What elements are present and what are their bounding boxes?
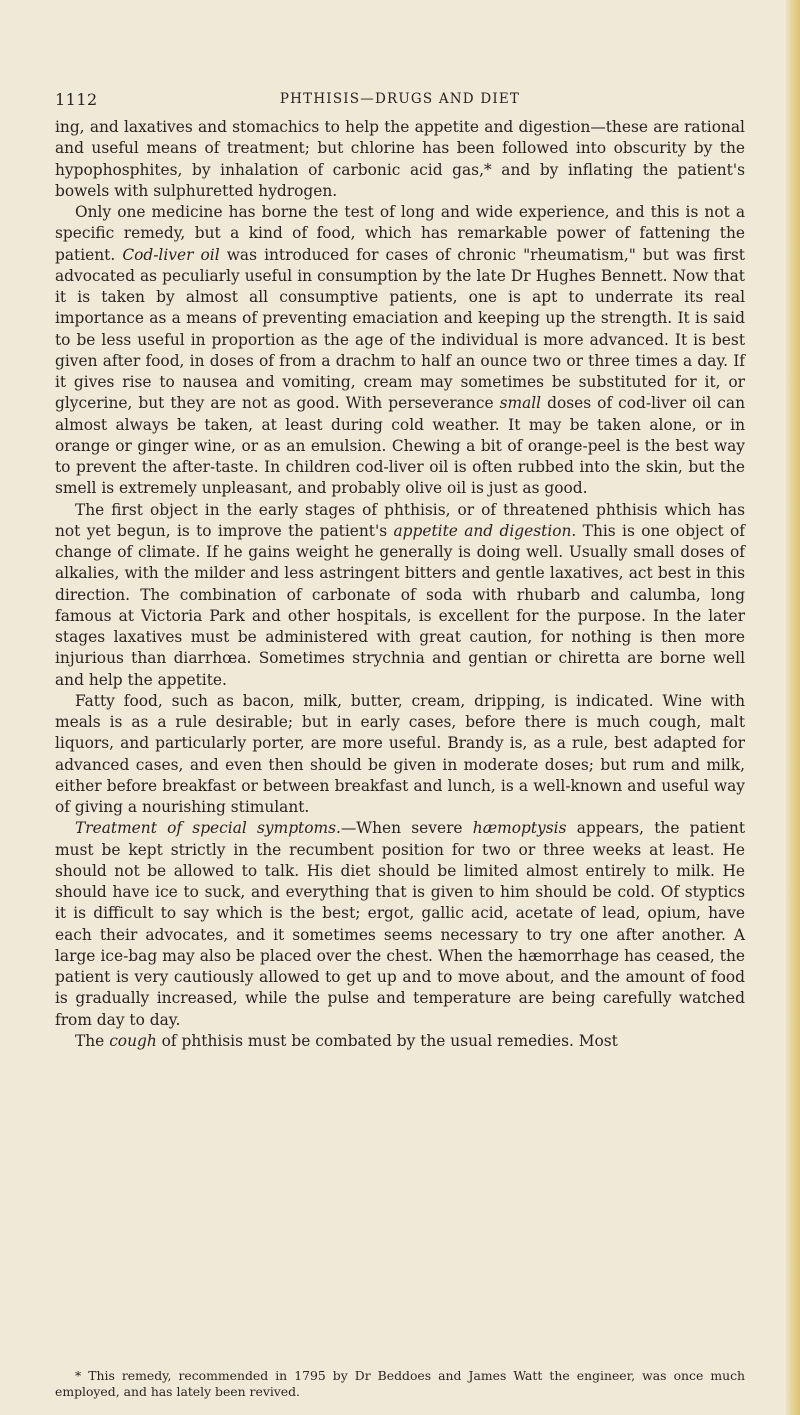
text-run: was introduced for cases of chronic "rheumatism," but was first advocated as peculiarly useful in consumption by the late Dr Hughes Bennett. Now that it is taken by almost all consumptive patients, one is apt to underrate its real importance as a means of preventing emaciation and keeping up the strength. It is said to be less useful in proportion as the age of the individual is more advanced. It is best given after food, in doses of from a drachm to half an ounce two or three times a day. If it gives rise to nausea and vomiting, cream may sometimes be substituted for it, or glycerine, but they are not as good. With perseverance xyxy=(55,245,745,413)
text-run: ing, and laxatives and stomachics to help the appetite and digestion—these are rational and useful means of treatment; but chlorine has been followed into obscurity by the hypophosphites, by inhalation of carbonic acid gas,* and by inflating the patient's bowels with sulphuretted hydrogen. xyxy=(55,118,745,200)
page-edge xyxy=(786,0,800,1415)
italic-text: cough xyxy=(109,1031,157,1050)
text-run: doses of cod-liver oil can almost always be taken, at least during cold weather. It may be taken alone, or in orange or ginger wine, or as an emulsion. Chewing a bit of orange-peel is the best way to prevent the after-taste. In children cod-liver oil is often rubbed into the skin, but the smell is extremely unpleasant, and probably olive oil is just as good. xyxy=(55,394,745,498)
paragraph xyxy=(55,202,745,500)
text-run: appears, the patient must be kept strictly in the recumbent position for two or three weeks at least. He should not be allowed to talk. His diet should be limited almost entirely to milk. He should have ice to suck, and everything that is given to him should be cold. Of styptics it is difficult to say which is the best; ergot, gallic acid, acetate of lead, opium, have each their advocates, and it sometimes seems necessary to try one after another. A large ice-bag may also be placed over the chest. When the hæmorrhage has ceased, the patient is very cautiously allowed to get up and to move about, and the amount of food is gradually increased, while the pulse and temperature are being carefully watched from day to day. xyxy=(55,819,746,1029)
italic-text: hæmoptysis xyxy=(472,819,567,838)
text-run: Fatty food, such as bacon, milk, butter, cream, dripping, is indicated. Wine with meals is as a rule desirable; but in early cases, before there is much cough, malt liquors, and particularly porter, are more useful. Brandy is, as a rule, best adapted for advanced cases, and even then should be given in moderate doses; but rum and milk, either before breakfast or between breakfast and lunch, is a well-known and useful way of giving a nourishing stimulant. xyxy=(55,691,745,816)
paragraph xyxy=(55,691,745,819)
paragraph xyxy=(55,500,745,691)
page-number: 1112 xyxy=(55,90,98,109)
running-head xyxy=(55,90,745,110)
text-run: The first object in the early stages of phthisis, or of threatened phthisis which has not yet begun, is to improve the patient's xyxy=(55,500,745,540)
italic-text: Cod-liver oil xyxy=(122,245,220,264)
paragraph xyxy=(55,1031,745,1052)
running-title: PHTHISIS—DRUGS AND DIET xyxy=(279,91,521,107)
text-run: The xyxy=(75,1031,110,1050)
text-run: Only one medicine has borne the test of long and wide experience, and this is not a specific remedy, but a kind of food, which has remarkable power of fattening the patient. xyxy=(55,203,745,264)
paragraph xyxy=(55,818,745,1031)
italic-text: appetite and digestion. xyxy=(393,521,577,540)
text-run: This is one object of change of climate. If he gains weight he generally is doing well. Usually small doses of alkalies, with the milder and less astringent bitters and gentle laxatives, act best in this direction. The combination of carbonate of soda with rhubarb and calumba, long famous at Victoria Park and other hospitals, is excellent for the purpose. In the later stages laxatives must be administered with great caution, for nothing is then more injurious than diarrhœa. Sometimes strychnia and gentian or chiretta are borne well and help the appetite. xyxy=(55,521,745,689)
italic-text: Treatment of special symptoms. xyxy=(75,819,341,838)
paragraph xyxy=(55,117,745,202)
italic-text: small xyxy=(499,394,542,413)
body-text xyxy=(55,117,745,1052)
text-run: —When severe xyxy=(340,819,473,838)
footnote: * This remedy, recommended in 1795 by Dr Beddoes and James Watt the engineer, was once much employed, and has lately been revived. xyxy=(55,1368,745,1399)
text-run: of phthisis must be combated by the usual remedies. Most xyxy=(156,1031,618,1050)
